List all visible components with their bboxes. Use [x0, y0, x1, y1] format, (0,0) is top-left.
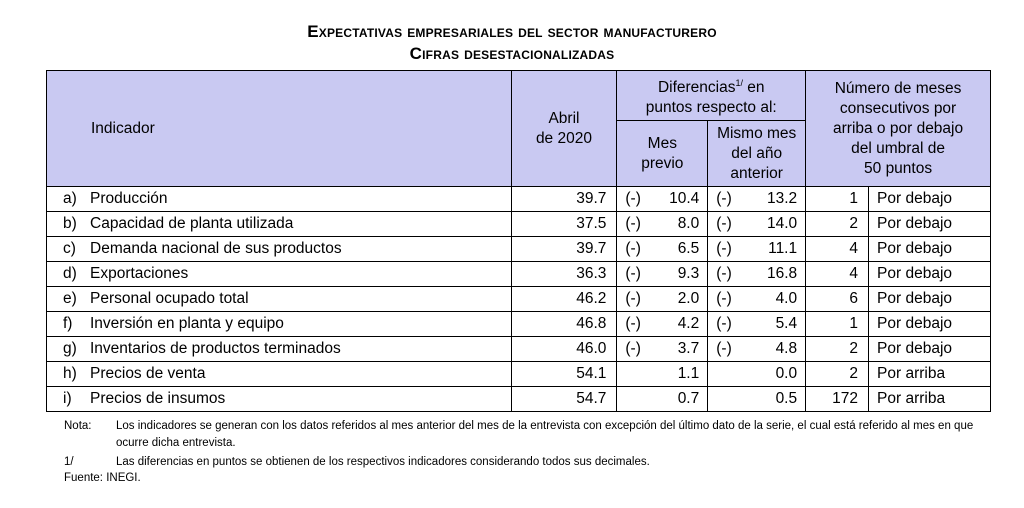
header-indicator: Indicador — [47, 71, 512, 187]
cell-meses: 2 — [806, 337, 869, 362]
cell-mismo-mes: (-) 11.1 — [708, 237, 806, 262]
cell-mes-previo: (-) 8.0 — [617, 212, 708, 237]
cell-mes-previo: (-) 3.7 — [617, 337, 708, 362]
nota-label: Nota: — [64, 420, 92, 432]
cell-direccion: Por debajo — [869, 237, 991, 262]
cell-abril: 54.1 — [511, 362, 617, 387]
cell-direccion: Por debajo — [869, 312, 991, 337]
cell-meses: 6 — [806, 287, 869, 312]
cell-indicator: a) Producción — [47, 187, 512, 212]
cell-meses: 1 — [806, 187, 869, 212]
nota-text: Los indicadores se generan con los datos referidos al mes anterior del mes de la entrevista con excepción del último dato de la serie, el cual está referido al mes en que ocurre dicha entrevista. — [116, 420, 974, 449]
table-title: Expectativas empresariales del sector manufacturero — [307, 22, 717, 41]
cell-mismo-mes: 0.5 — [708, 387, 806, 412]
cell-direccion: Por debajo — [869, 212, 991, 237]
header-meses-consecutivos: Número de meses consecutivos por arriba o por debajo del umbral de 50 puntos — [806, 71, 991, 187]
cell-direccion: Por arriba — [869, 387, 991, 412]
table-row — [47, 387, 991, 412]
footnote — [64, 456, 650, 468]
header-mes-previo: Mes previo — [617, 121, 708, 187]
cell-indicator: h) Precios de venta — [47, 362, 512, 387]
cell-direccion: Por debajo — [869, 337, 991, 362]
cell-mismo-mes: (-) 4.8 — [708, 337, 806, 362]
cell-mismo-mes: (-) 14.0 — [708, 212, 806, 237]
cell-mes-previo: 0.7 — [617, 387, 708, 412]
cell-mes-previo: (-) 9.3 — [617, 262, 708, 287]
cell-direccion: Por debajo — [869, 187, 991, 212]
cell-abril: 39.7 — [511, 237, 617, 262]
table-row — [47, 187, 991, 212]
cell-indicator: c) Demanda nacional de sus productos — [47, 237, 512, 262]
cell-meses: 2 — [806, 212, 869, 237]
cell-indicator: f) Inversión en planta y equipo — [47, 312, 512, 337]
header-abril: Abril de 2020 — [511, 71, 617, 187]
table-row — [47, 212, 991, 237]
cell-mes-previo: (-) 2.0 — [617, 287, 708, 312]
cell-direccion: Por debajo — [869, 262, 991, 287]
table-row — [47, 362, 991, 387]
cell-mes-previo: 1.1 — [617, 362, 708, 387]
cell-mismo-mes: (-) 16.8 — [708, 262, 806, 287]
cell-mes-previo: (-) 6.5 — [617, 237, 708, 262]
header-diferencias: Diferencias$^{1/}$ en puntos respecto al: — [617, 71, 806, 121]
footnote-label: 1/ — [64, 456, 74, 468]
cell-indicator: i) Precios de insumos — [47, 387, 512, 412]
cell-meses: 4 — [806, 262, 869, 287]
cell-meses: 2 — [806, 362, 869, 387]
cell-abril: 37.5 — [511, 212, 617, 237]
cell-direccion: Por arriba — [869, 362, 991, 387]
indicators-table — [46, 70, 991, 412]
cell-indicator: e) Personal ocupado total — [47, 287, 512, 312]
cell-meses: 172 — [806, 387, 869, 412]
cell-indicator: d) Exportaciones — [47, 262, 512, 287]
table-row — [47, 237, 991, 262]
cell-mes-previo: (-) 4.2 — [617, 312, 708, 337]
cell-mismo-mes: 0.0 — [708, 362, 806, 387]
source-text: Fuente: INEGI. — [64, 472, 141, 484]
table-row — [47, 312, 991, 337]
table-row — [47, 262, 991, 287]
header-mismo-mes: Mismo mes del año anterior — [708, 121, 806, 187]
cell-indicator: b) Capacidad de planta utilizada — [47, 212, 512, 237]
cell-mismo-mes: (-) 13.2 — [708, 187, 806, 212]
cell-indicator: g) Inventarios de productos terminados — [47, 337, 512, 362]
cell-abril: 54.7 — [511, 387, 617, 412]
cell-meses: 4 — [806, 237, 869, 262]
cell-mismo-mes: (-) 5.4 — [708, 312, 806, 337]
notes-block — [64, 418, 996, 452]
cell-mismo-mes: (-) 4.0 — [708, 287, 806, 312]
table-subtitle: Cifras desestacionalizadas — [409, 44, 615, 63]
table-row — [47, 287, 991, 312]
cell-abril: 39.7 — [511, 187, 617, 212]
cell-abril: 46.8 — [511, 312, 617, 337]
footnote-text: Las diferencias en puntos se obtienen de los respectivos indicadores considerando todos sus decimales. — [116, 456, 650, 468]
cell-abril: 46.0 — [511, 337, 617, 362]
cell-meses: 1 — [806, 312, 869, 337]
cell-direccion: Por debajo — [869, 287, 991, 312]
cell-abril: 36.3 — [511, 262, 617, 287]
table-row — [47, 337, 991, 362]
cell-abril: 46.2 — [511, 287, 617, 312]
cell-mes-previo: (-) 10.4 — [617, 187, 708, 212]
